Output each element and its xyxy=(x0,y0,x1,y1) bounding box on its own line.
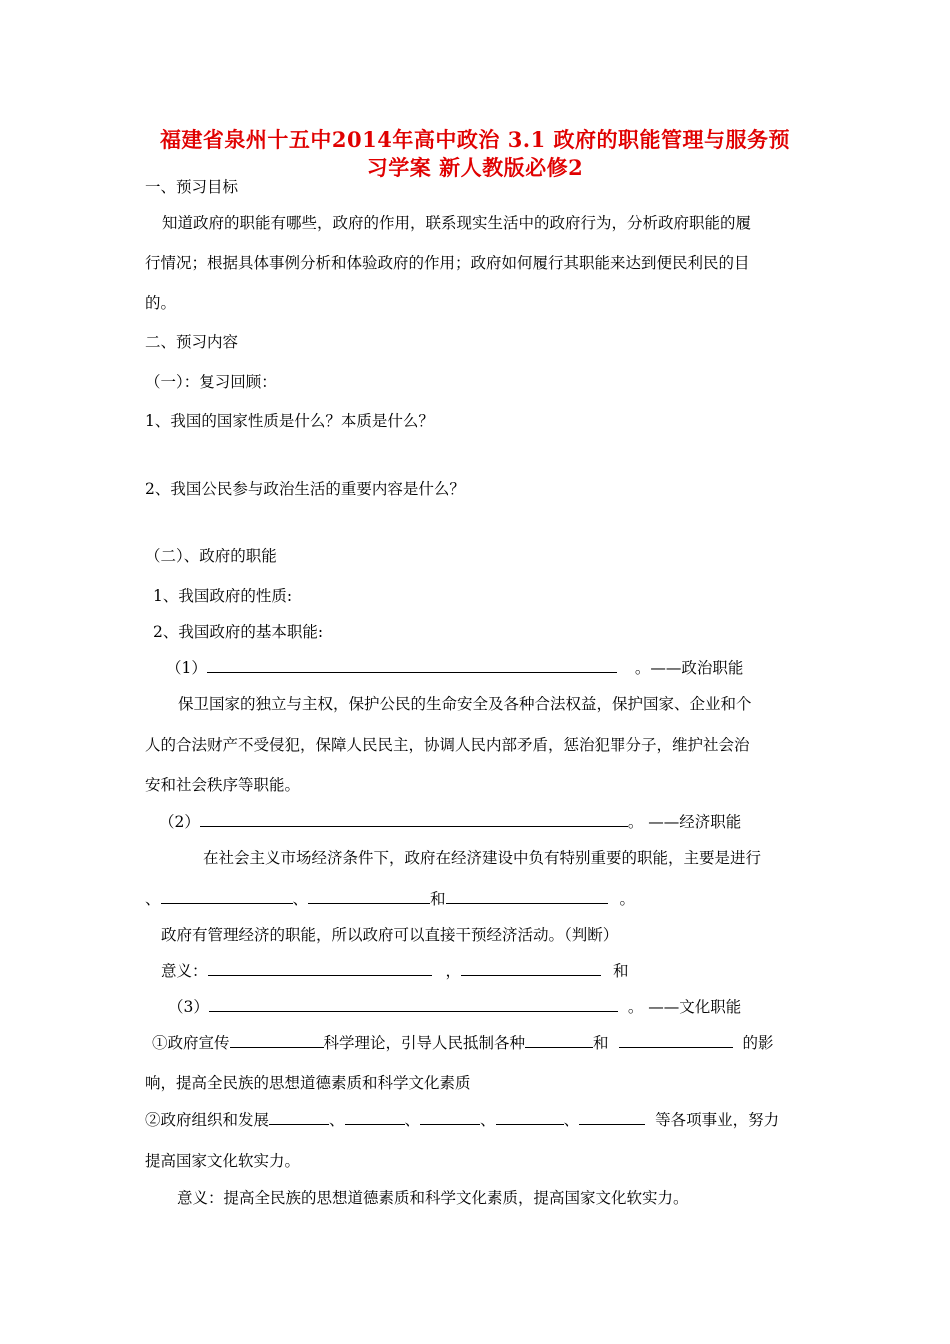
subsection-review: （一）：复习回顾： xyxy=(145,373,277,391)
subsection-government-functions: （二）、政府的职能 xyxy=(145,547,277,565)
cultural-fill-line-1 xyxy=(152,1033,774,1053)
blank-economic-1[interactable] xyxy=(161,889,293,904)
cultural-significance: 意义：提高全民族的思想道德素质和科学文化素质，提高国家文化软实力。 xyxy=(177,1189,689,1207)
blank-cultural-undertaking-3[interactable] xyxy=(420,1110,480,1125)
conjunction-and: 和 xyxy=(430,890,446,908)
comma: ， xyxy=(445,962,462,980)
conjunction-and: 和 xyxy=(613,962,629,980)
blank-cultural-3[interactable] xyxy=(619,1033,733,1048)
significance-fill-line xyxy=(161,961,629,981)
significance-label: 意义： xyxy=(161,962,208,980)
separator: 、 xyxy=(563,1111,580,1129)
cultural-text-b: 科学理论，引导人民抵制各种 xyxy=(323,1034,526,1052)
blank-cultural-undertaking-2[interactable] xyxy=(345,1110,405,1125)
blank-cultural-undertaking-4[interactable] xyxy=(496,1110,564,1125)
period: 。 xyxy=(619,890,636,908)
blank-cultural-2[interactable] xyxy=(525,1033,593,1048)
separator: 、 xyxy=(292,890,309,908)
political-desc-line-1: 保卫国家的独立与主权，保护公民的生命安全及各种合法权益，保护国家、企业和个 xyxy=(178,695,752,713)
economic-fill-line xyxy=(145,889,635,909)
question-2: 2、我国公民参与政治生活的重要内容是什么？ xyxy=(145,480,465,498)
blank-cultural-undertaking-1[interactable] xyxy=(269,1110,329,1125)
separator: 、 xyxy=(145,890,161,908)
cultural-line-4: 提高国家文化软实力。 xyxy=(145,1152,301,1170)
fill-line-cultural xyxy=(168,997,741,1017)
cultural-text-d: 的影 xyxy=(742,1034,774,1052)
separator: 、 xyxy=(480,1111,496,1129)
blank-economic-2[interactable] xyxy=(308,889,430,904)
fill-line-political xyxy=(166,658,743,678)
section-heading-content: 二、预习内容 xyxy=(145,333,239,351)
goals-paragraph-line-3: 的。 xyxy=(145,294,177,312)
item-government-nature: 1、我国政府的性质: xyxy=(153,587,293,605)
fill-3-prefix: （3） xyxy=(168,998,209,1016)
fill-1-suffix: 。——政治职能 xyxy=(634,659,744,677)
document-title-line-2: 习学案 新人教版必修2 xyxy=(366,155,584,180)
item-basic-functions: 2、我国政府的基本职能: xyxy=(153,623,324,641)
blank-cultural-1[interactable] xyxy=(230,1033,324,1048)
separator: 、 xyxy=(329,1111,345,1129)
goals-paragraph-line-1: 知道政府的职能有哪些，政府的作用，联系现实生活中的政府行为，分析政府职能的履 xyxy=(162,214,752,232)
blank-political-function[interactable] xyxy=(207,658,617,673)
fill-2-suffix: 。 ——经济职能 xyxy=(627,813,742,831)
political-desc-line-3: 安和社会秩序等职能。 xyxy=(145,776,301,794)
document-title-line-1: 福建省泉州十五中2014年高中政治 3.1 政府的职能管理与服务预 xyxy=(159,127,791,152)
blank-cultural-function[interactable] xyxy=(209,997,618,1012)
conjunction-and: 和 xyxy=(593,1034,609,1052)
goals-paragraph-line-2: 行情况；根据具体事例分析和体验政府的作用；政府如何履行其职能来达到便民利民的目 xyxy=(145,254,750,272)
cultural-organize-text: ②政府组织和发展 xyxy=(145,1111,270,1129)
cultural-fill-line-3 xyxy=(145,1110,779,1130)
cultural-line-2: 响，提高全民族的思想道德素质和科学文化素质 xyxy=(145,1074,471,1092)
economic-desc-line-1: 在社会主义市场经济条件下，政府在经济建设中负有特别重要的职能，主要是进行 xyxy=(203,849,762,867)
question-1: 1、我国的国家性质是什么？本质是什么？ xyxy=(145,412,434,430)
fill-line-economic xyxy=(159,812,741,832)
fill-2-prefix: （2） xyxy=(159,813,200,831)
blank-economic-3[interactable] xyxy=(446,889,608,904)
blank-economic-function[interactable] xyxy=(200,812,628,827)
blank-cultural-undertaking-5[interactable] xyxy=(579,1110,645,1125)
section-heading-goals: 一、预习目标 xyxy=(145,178,239,196)
fill-1-prefix: （1） xyxy=(166,659,207,677)
political-desc-line-2: 人的合法财产不受侵犯，保障人民民主，协调人民内部矛盾，惩治犯罪分子，维护社会治 xyxy=(145,736,750,754)
judgement-statement: 政府有管理经济的职能，所以政府可以直接干预经济活动。（判断） xyxy=(161,926,619,944)
separator: 、 xyxy=(404,1111,421,1129)
cultural-organize-end: 等各项事业，努力 xyxy=(655,1111,780,1129)
fill-3-suffix: 。 ——文化职能 xyxy=(627,998,742,1016)
blank-significance-2[interactable] xyxy=(461,961,601,976)
cultural-text-a: ①政府宣传 xyxy=(152,1034,230,1052)
blank-significance-1[interactable] xyxy=(208,961,432,976)
